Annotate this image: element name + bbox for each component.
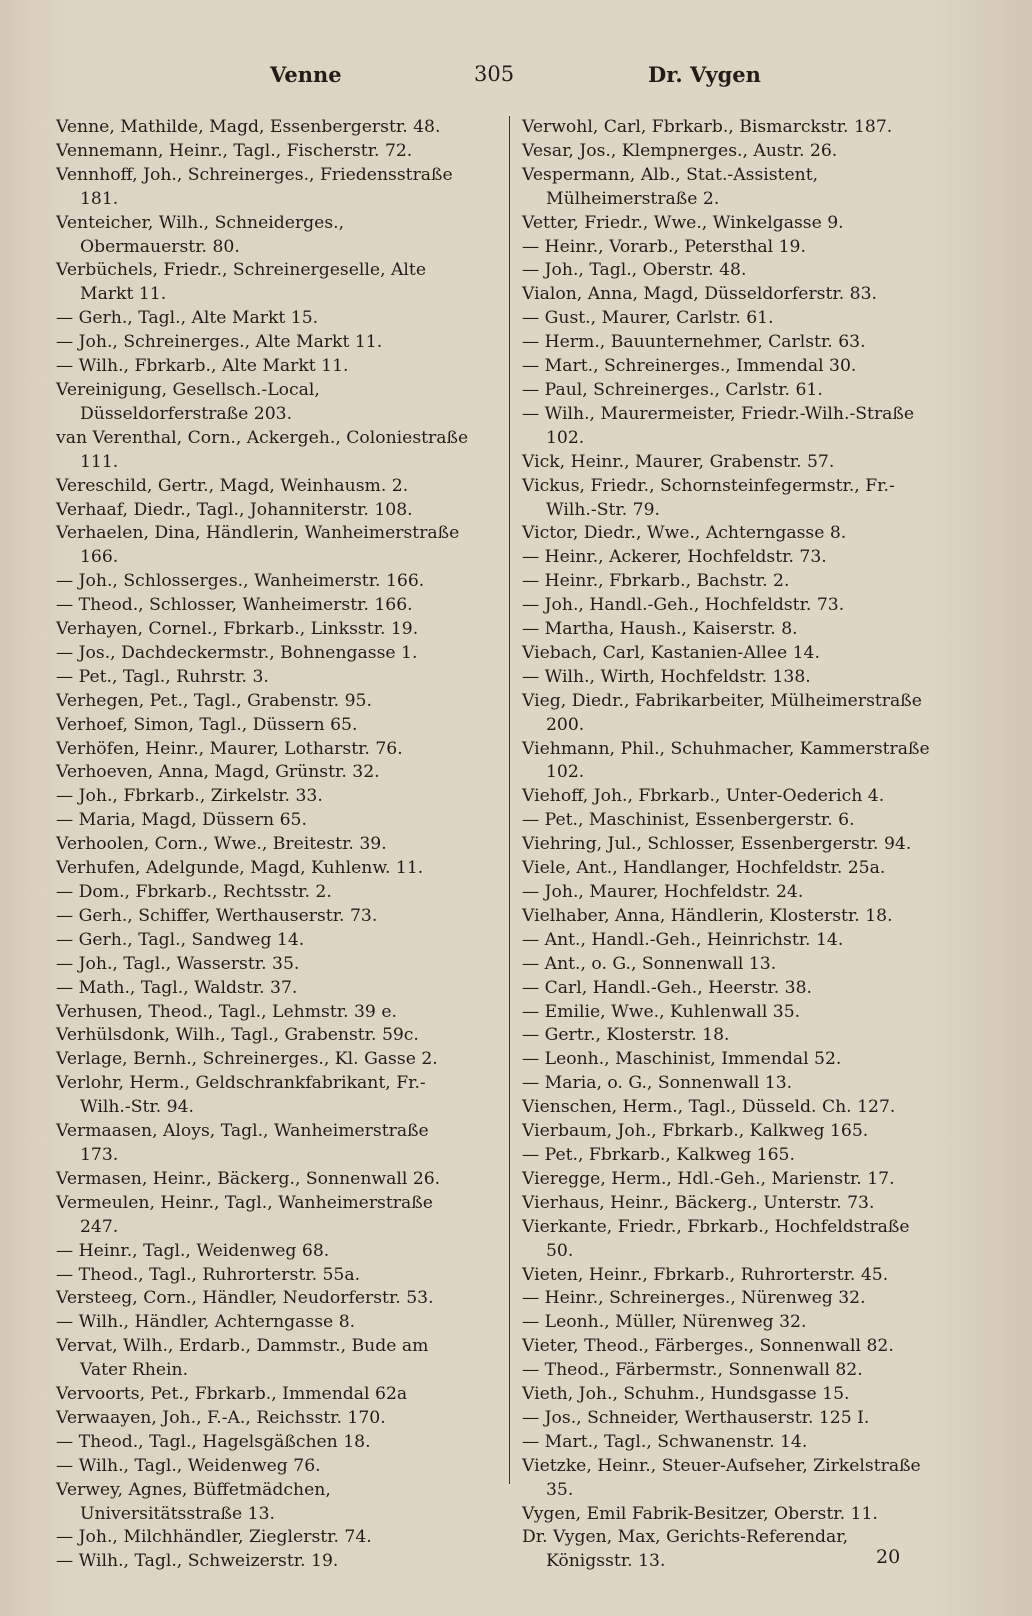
- directory-entry: — Leonh., Müller, Nürenweg 32.: [522, 1312, 807, 1333]
- directory-entry: Viehring, Jul., Schlosser, Essenbergerstr. 94.: [522, 834, 912, 855]
- directory-entry: — Theod., Schlosser, Wanheimerstr. 166.: [56, 595, 413, 616]
- directory-entry: Verwaayen, Joh., F.-A., Reichsstr. 170.: [56, 1407, 386, 1428]
- header-first-entry: Venne: [270, 62, 342, 87]
- directory-entry: Verhayen, Cornel., Fbrkarb., Linksstr. 19.: [56, 619, 419, 640]
- directory-entry: — Heinr., Tagl., Weidenweg 68.: [56, 1240, 330, 1261]
- directory-entry: Viehoff, Joh., Fbrkarb., Unter-Oederich 4.: [522, 786, 885, 807]
- directory-entry: Vieg, Diedr., Fabrikarbeiter, Mülheimerstraße 200.: [522, 690, 922, 735]
- directory-entry: Vieregge, Herm., Hdl.-Geh., Marienstr. 17.: [522, 1168, 895, 1189]
- directory-entry: Versteeg, Corn., Händler, Neudorferstr. 53.: [56, 1288, 434, 1309]
- directory-entry: — Carl, Handl.-Geh., Heerstr. 38.: [522, 977, 812, 998]
- directory-entry: — Theod., Tagl., Ruhrorterstr. 55a.: [56, 1264, 361, 1285]
- directory-entry: Verhoef, Simon, Tagl., Düssern 65.: [56, 714, 358, 735]
- directory-entry: Vervoorts, Pet., Fbrkarb., Immendal 62a: [56, 1384, 408, 1405]
- directory-entry: Vielhaber, Anna, Händlerin, Klosterstr. 18.: [522, 905, 893, 926]
- directory-entry: Vesar, Jos., Klempnerges., Austr. 26.: [522, 140, 838, 161]
- directory-entry: — Joh., Handl.-Geh., Hochfeldstr. 73.: [522, 595, 845, 616]
- directory-entry: Verwohl, Carl, Fbrkarb., Bismarckstr. 187.: [522, 117, 893, 137]
- directory-entry: — Heinr., Fbrkarb., Bachstr. 2.: [522, 571, 790, 592]
- directory-entry: — Mart., Tagl., Schwanenstr. 14.: [522, 1431, 808, 1452]
- directory-entry: Verhufen, Adelgunde, Magd, Kuhlenw. 11.: [56, 858, 424, 879]
- directory-entry: Vierbaum, Joh., Fbrkarb., Kalkweg 165.: [522, 1121, 869, 1142]
- directory-entry: — Pet., Fbrkarb., Kalkweg 165.: [522, 1144, 795, 1165]
- directory-entry: Vienschen, Herm., Tagl., Düsseld. Ch. 127.: [522, 1097, 896, 1118]
- directory-entry: Vierhaus, Heinr., Bäckerg., Unterstr. 73.: [522, 1192, 875, 1213]
- signature-mark: 20: [876, 1546, 901, 1568]
- directory-entry: — Herm., Bauunternehmer, Carlstr. 63.: [522, 332, 866, 353]
- directory-entry: — Joh., Maurer, Hochfeldstr. 24.: [522, 882, 804, 902]
- directory-entry: Vieth, Joh., Schuhm., Hundsgasse 15.: [522, 1384, 850, 1405]
- directory-entry: Vygen, Emil Fabrik-Besitzer, Oberstr. 11.: [522, 1503, 878, 1524]
- right-column: [522, 116, 938, 1574]
- directory-entry: — Jos., Schneider, Werthauserstr. 125 I.: [522, 1407, 870, 1428]
- directory-entry: Vermeulen, Heinr., Tagl., Wanheimerstraße 247.: [56, 1192, 433, 1237]
- directory-entry: — Leonh., Maschinist, Immendal 52.: [522, 1049, 842, 1070]
- directory-entry: — Wilh., Maurermeister, Friedr.-Wilh.-Straße 102.: [522, 403, 915, 448]
- directory-entry: Verhülsdonk, Wilh., Tagl., Grabenstr. 59c.: [56, 1025, 419, 1046]
- directory-entry: — Wilh., Wirth, Hochfeldstr. 138.: [522, 666, 811, 687]
- directory-entry: Verwey, Agnes, Büffetmädchen, Universitätsstraße 13.: [56, 1479, 331, 1524]
- directory-entry: Verhaaf, Diedr., Tagl., Johanniterstr. 108.: [56, 499, 413, 520]
- directory-entry: — Pet., Tagl., Ruhrstr. 3.: [56, 666, 269, 687]
- directory-entry: Vereschild, Gertr., Magd, Weinhausm. 2.: [56, 475, 409, 496]
- directory-entry: Verhoolen, Corn., Wwe., Breitestr. 39.: [56, 834, 387, 855]
- directory-entry: Vervat, Wilh., Erdarb., Dammstr., Bude am Vater Rhein.: [56, 1336, 429, 1381]
- directory-entry: Venteicher, Wilh., Schneiderges., Obermauerstr. 80.: [56, 212, 345, 257]
- directory-entry: — Gertr., Klosterstr. 18.: [522, 1025, 730, 1046]
- directory-entry: — Wilh., Tagl., Schweizerstr. 19.: [56, 1551, 339, 1572]
- directory-entry: — Joh., Schlosserges., Wanheimerstr. 166.: [56, 571, 425, 592]
- directory-entry: Vickus, Friedr., Schornsteinfegermstr., Fr.-Wilh.-Str. 79.: [522, 475, 895, 520]
- directory-entry: Venne, Mathilde, Magd, Essenbergerstr. 48.: [56, 117, 441, 137]
- directory-entry: Vermaasen, Aloys, Tagl., Wanheimerstraße 173.: [56, 1121, 429, 1165]
- directory-entry: — Pet., Maschinist, Essenbergerstr. 6.: [522, 810, 855, 831]
- directory-entry: Verhegen, Pet., Tagl., Grabenstr. 95.: [56, 690, 372, 711]
- header-last-entry: Dr. Vygen: [648, 62, 761, 87]
- directory-entry: Vereinigung, Gesellsch.-Local, Düsseldorferstraße 203.: [56, 379, 320, 424]
- directory-entry: — Martha, Haush., Kaiserstr. 8.: [522, 619, 798, 640]
- directory-entry: — Emilie, Wwe., Kuhlenwall 35.: [522, 1001, 801, 1022]
- directory-entry: — Heinr., Vorarb., Petersthal 19.: [522, 236, 806, 257]
- directory-entry: Vietzke, Heinr., Steuer-Aufseher, Zirkelstraße 35.: [522, 1455, 921, 1500]
- directory-entry: Dr. Vygen, Max, Gerichts-Referendar, Königsstr. 13.: [522, 1527, 849, 1572]
- directory-entry: Vennemann, Heinr., Tagl., Fischerstr. 72.: [56, 140, 413, 161]
- directory-entry: Victor, Diedr., Wwe., Achterngasse 8.: [522, 523, 847, 544]
- directory-entry: Vialon, Anna, Magd, Düsseldorferstr. 83.: [522, 284, 877, 305]
- directory-entry: — Dom., Fbrkarb., Rechtsstr. 2.: [56, 882, 332, 902]
- directory-entry: — Ant., Handl.-Geh., Heinrichstr. 14.: [522, 929, 844, 950]
- directory-entry: — Mart., Schreinerges., Immendal 30.: [522, 356, 857, 377]
- directory-entry: — Joh., Schreinerges., Alte Markt 11.: [56, 332, 383, 353]
- page-header: [0, 62, 1032, 98]
- directory-entry: Vieter, Theod., Färberges., Sonnenwall 82.: [522, 1336, 894, 1357]
- directory-entry: Verlohr, Herm., Geldschrankfabrikant, Fr.-Wilh.-Str. 94.: [56, 1073, 426, 1118]
- directory-entry: Verhaelen, Dina, Händlerin, Wanheimerstraße 166.: [56, 523, 460, 568]
- directory-entry: van Verenthal, Corn., Ackergeh., Coloniestraße 111.: [56, 427, 469, 472]
- directory-entry: — Wilh., Tagl., Weidenweg 76.: [56, 1455, 321, 1476]
- directory-entry: — Wilh., Fbrkarb., Alte Markt 11.: [56, 356, 349, 377]
- directory-entry: — Maria, Magd, Düssern 65.: [56, 810, 307, 831]
- directory-entry: Verlage, Bernh., Schreinerges., Kl. Gasse 2.: [56, 1049, 438, 1070]
- directory-entry: — Heinr., Schreinerges., Nürenweg 32.: [522, 1288, 866, 1309]
- directory-entry: — Ant., o. G., Sonnenwall 13.: [522, 953, 777, 974]
- directory-entry: Viehmann, Phil., Schuhmacher, Kammerstraße 102.: [522, 738, 930, 783]
- directory-entry: Verhöfen, Heinr., Maurer, Lotharstr. 76.: [56, 738, 403, 759]
- directory-entry: Verhusen, Theod., Tagl., Lehmstr. 39 e.: [56, 1001, 397, 1022]
- left-column: [56, 116, 472, 1574]
- directory-entry: — Heinr., Ackerer, Hochfeldstr. 73.: [522, 547, 827, 568]
- directory-entry: Vermasen, Heinr., Bäckerg., Sonnenwall 26.: [56, 1168, 441, 1189]
- column-divider: [509, 116, 510, 1484]
- directory-entry: — Theod., Tagl., Hagelsgäßchen 18.: [56, 1431, 371, 1452]
- directory-entry: Verhoeven, Anna, Magd, Grünstr. 32.: [56, 762, 380, 783]
- page-number: 305: [474, 62, 515, 86]
- directory-entry: Vespermann, Alb., Stat.-Assistent, Mülheimerstraße 2.: [522, 164, 819, 209]
- directory-entry: Vick, Heinr., Maurer, Grabenstr. 57.: [522, 451, 835, 472]
- directory-entry: — Gerh., Tagl., Alte Markt 15.: [56, 308, 319, 329]
- directory-entry: Verbüchels, Friedr., Schreinergeselle, Alte Markt 11.: [56, 260, 426, 305]
- directory-entry: Vierkante, Friedr., Fbrkarb., Hochfeldstraße 50.: [522, 1216, 910, 1261]
- directory-entry: — Maria, o. G., Sonnenwall 13.: [522, 1073, 793, 1094]
- directory-entry: Vieten, Heinr., Fbrkarb., Ruhrorterstr. 45.: [522, 1264, 889, 1285]
- directory-entry: — Wilh., Händler, Achterngasse 8.: [56, 1312, 356, 1333]
- directory-entry: — Paul, Schreinerges., Carlstr. 61.: [522, 379, 823, 400]
- directory-entry: — Joh., Milchhändler, Zieglerstr. 74.: [56, 1527, 372, 1548]
- directory-entry: — Jos., Dachdeckermstr., Bohnengasse 1.: [56, 642, 418, 663]
- directory-entry: — Gerh., Tagl., Sandweg 14.: [56, 929, 305, 950]
- directory-entry: Viele, Ant., Handlanger, Hochfeldstr. 25a.: [522, 858, 886, 879]
- directory-entry: — Gust., Maurer, Carlstr. 61.: [522, 308, 774, 329]
- directory-entry: — Math., Tagl., Waldstr. 37.: [56, 977, 298, 998]
- directory-entry: Vetter, Friedr., Wwe., Winkelgasse 9.: [522, 212, 844, 233]
- directory-entry: — Joh., Tagl., Wasserstr. 35.: [56, 953, 300, 974]
- directory-entry: — Gerh., Schiffer, Werthauserstr. 73.: [56, 905, 378, 926]
- directory-entry: — Joh., Fbrkarb., Zirkelstr. 33.: [56, 786, 323, 807]
- directory-entry: Viebach, Carl, Kastanien-Allee 14.: [522, 642, 820, 663]
- directory-entry: Vennhoff, Joh., Schreinerges., Friedensstraße 181.: [56, 164, 453, 209]
- directory-entry: — Theod., Färbermstr., Sonnenwall 82.: [522, 1360, 863, 1381]
- directory-entry: — Joh., Tagl., Oberstr. 48.: [522, 260, 747, 281]
